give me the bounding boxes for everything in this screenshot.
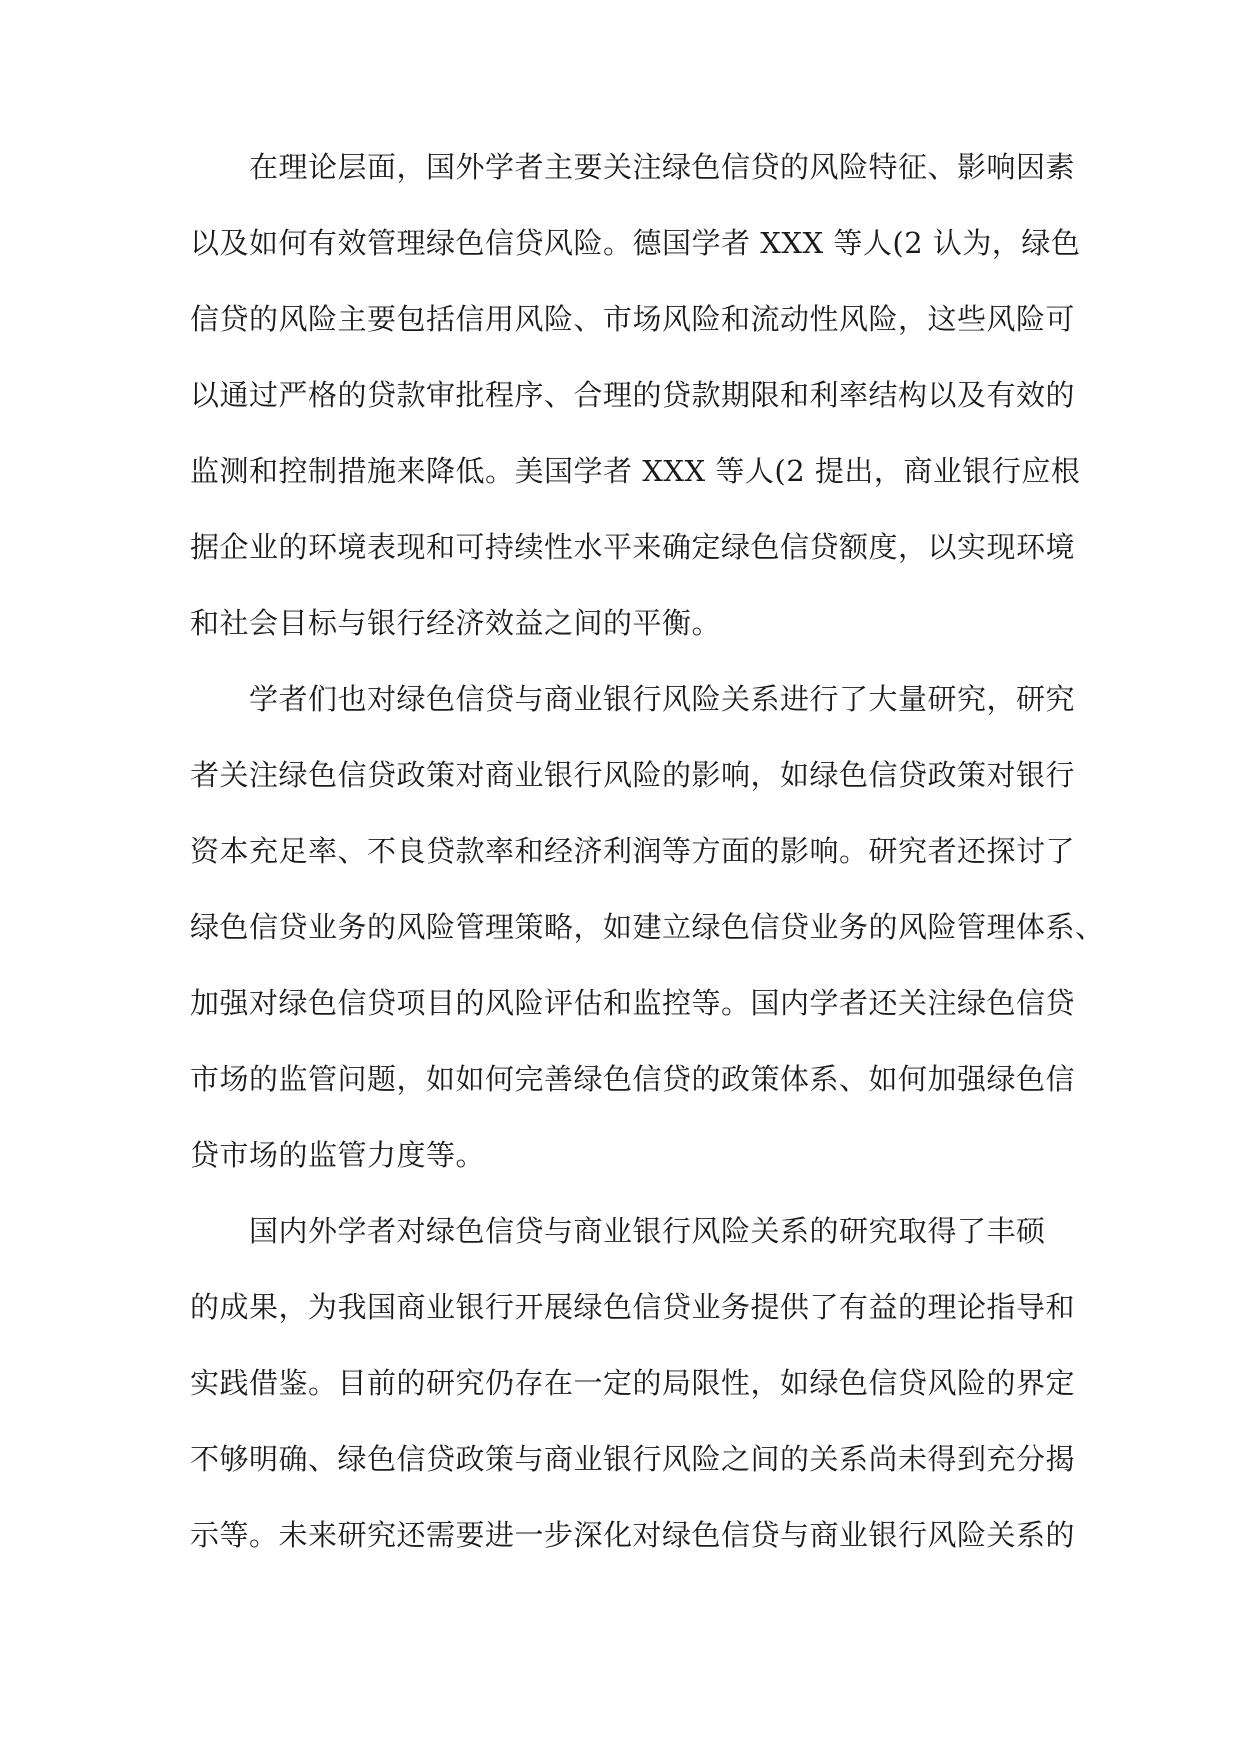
text-line: 市场的监管问题，如如何完善绿色信贷的政策体系、如何加强绿色信 [190, 1062, 1076, 1096]
text-line: 绿色信贷业务的风险管理策略，如建立绿色信贷业务的风险管理体系、 [190, 910, 1105, 944]
text-line: 监测和控制措施来降低。美国学者 XXX 等人(2 提出，商业银行应根 [190, 454, 1081, 488]
text-line: 以及如何有效管理绿色信贷风险。德国学者 XXX 等人(2 认为，绿色 [190, 226, 1081, 260]
text-line: 实践借鉴。目前的研究仍存在一定的局限性，如绿色信贷风险的界定 [190, 1366, 1076, 1400]
text-line: 加强对绿色信贷项目的风险评估和监控等。国内学者还关注绿色信贷 [190, 986, 1076, 1020]
text-line: 以通过严格的贷款审批程序、合理的贷款期限和利率结构以及有效的 [190, 378, 1076, 412]
text-line: 在理论层面，国外学者主要关注绿色信贷的风险特征、影响因素 [190, 150, 1076, 184]
text-line: 的成果，为我国商业银行开展绿色信贷业务提供了有益的理论指导和 [190, 1290, 1076, 1324]
text-line: 国内外学者对绿色信贷与商业银行风险关系的研究取得了丰硕 [190, 1214, 1046, 1248]
paragraph-3 [190, 1209, 1076, 1589]
text-line: 不够明确、绿色信贷政策与商业银行风险之间的关系尚未得到充分揭 [190, 1442, 1076, 1476]
text-line: 和社会目标与银行经济效益之间的平衡。 [190, 606, 722, 640]
text-line: 示等。未来研究还需要进一步深化对绿色信贷与商业银行风险关系的 [190, 1518, 1076, 1552]
text-line: 学者们也对绿色信贷与商业银行风险关系进行了大量研究，研究 [190, 682, 1076, 716]
text-line: 信贷的风险主要包括信用风险、市场风险和流动性风险，这些风险可 [190, 302, 1076, 336]
document-body [190, 145, 1105, 1589]
text-line: 者关注绿色信贷政策对商业银行风险的影响，如绿色信贷政策对银行 [190, 758, 1076, 792]
paragraph-1 [190, 145, 1081, 677]
text-line: 资本充足率、不良贷款率和经济利润等方面的影响。研究者还探讨了 [190, 834, 1076, 868]
text-line: 贷市场的监管力度等。 [190, 1138, 486, 1172]
paragraph-2 [190, 677, 1105, 1209]
text-line: 据企业的环境表现和可持续性水平来确定绿色信贷额度，以实现环境 [190, 530, 1076, 564]
